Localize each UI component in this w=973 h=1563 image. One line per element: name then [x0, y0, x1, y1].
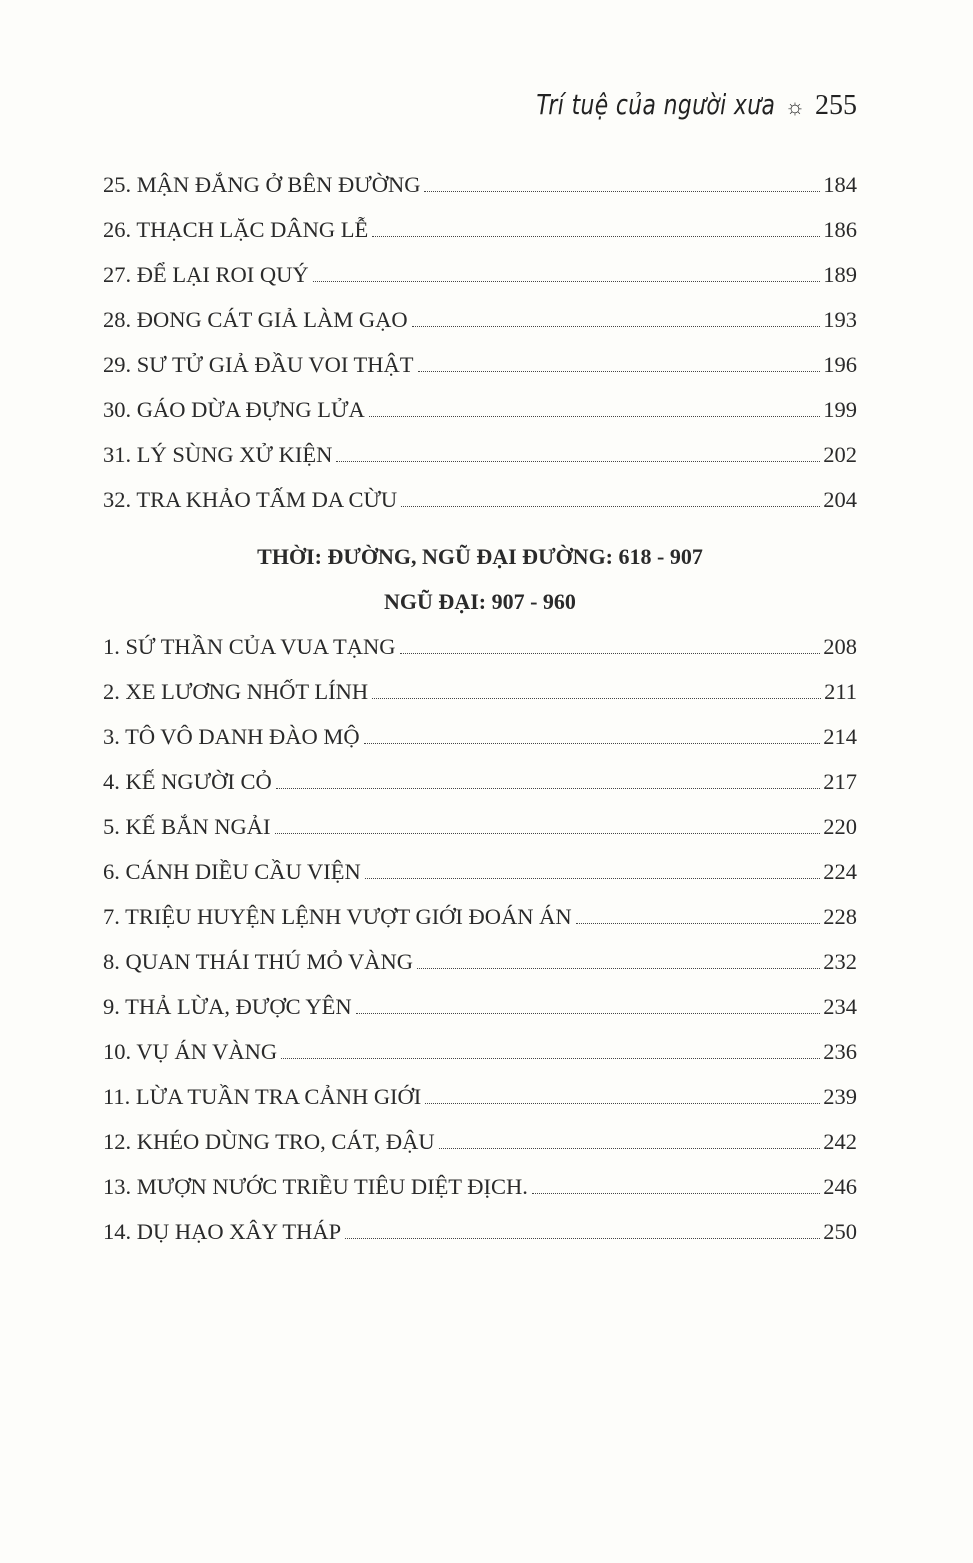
toc-entry — [103, 252, 857, 297]
toc-entry-page: 204 — [823, 487, 857, 512]
toc-entry-title: 4. KẾ NGƯỜI CỎ — [103, 769, 272, 794]
toc-entry-page: 250 — [823, 1219, 857, 1244]
toc-entry-title: 2. XE LƯƠNG NHỐT LÍNH — [103, 679, 369, 704]
dot-leader — [372, 236, 820, 237]
dot-leader — [576, 923, 821, 924]
toc-entry — [103, 624, 857, 669]
toc-entry-title: 30. GÁO DỪA ĐỰNG LỬA — [103, 397, 365, 422]
toc-entry — [103, 669, 857, 714]
toc-entry — [103, 1029, 857, 1074]
toc-entry-page: 214 — [823, 724, 857, 749]
section-heading-era: THỜI: ĐƯỜNG, NGŨ ĐẠI ĐƯỜNG: 618 - 907 — [257, 544, 703, 569]
page-number: 255 — [815, 90, 857, 121]
table-of-contents — [103, 162, 857, 1254]
toc-entry-page: 242 — [823, 1129, 857, 1154]
dot-leader — [439, 1148, 821, 1149]
toc-entry — [103, 894, 857, 939]
toc-entry-title: 7. TRIỆU HUYỆN LỆNH VƯỢT GIỚI ĐOÁN ÁN — [103, 904, 572, 929]
dot-leader — [372, 698, 821, 699]
page-header — [469, 88, 857, 122]
toc-entry-page: 217 — [823, 769, 857, 794]
toc-entry-page: 228 — [823, 904, 857, 929]
spacer — [103, 522, 857, 534]
toc-entry — [103, 714, 857, 759]
toc-entry — [103, 849, 857, 894]
toc-group-2 — [103, 624, 857, 1254]
toc-entry — [103, 477, 857, 522]
toc-entry-page: 196 — [823, 352, 857, 377]
dot-leader — [532, 1193, 820, 1194]
toc-entry — [103, 387, 857, 432]
toc-entry-page: 239 — [823, 1084, 857, 1109]
toc-entry — [103, 1119, 857, 1164]
toc-entry-title: 10. VỤ ÁN VÀNG — [103, 1039, 278, 1064]
toc-entry — [103, 939, 857, 984]
toc-entry-title: 28. ĐONG CÁT GIẢ LÀM GẠO — [103, 307, 408, 332]
dot-leader — [412, 326, 821, 327]
toc-entry-title: 11. LỪA TUẦN TRA CẢNH GIỚI — [103, 1084, 422, 1109]
dot-leader — [417, 968, 820, 969]
toc-entry-page: 224 — [823, 859, 857, 884]
toc-entry-title: 25. MẬN ĐẮNG Ở BÊN ĐƯỜNG — [103, 172, 421, 197]
toc-entry-page: 199 — [823, 397, 857, 422]
dot-leader — [418, 371, 821, 372]
toc-entry-title: 13. MƯỢN NƯỚC TRIỀU TIÊU DIỆT ĐỊCH. — [103, 1174, 528, 1199]
dot-leader — [401, 506, 820, 507]
section-heading-subera: NGŨ ĐẠI: 907 - 960 — [384, 589, 576, 614]
running-title: Trí tuệ của người xưa — [535, 88, 775, 121]
toc-group-1 — [103, 162, 857, 522]
dot-leader — [365, 878, 821, 879]
toc-entry — [103, 984, 857, 1029]
dot-leader — [281, 1058, 820, 1059]
toc-entry-title: 1. SỨ THẦN CỦA VUA TẠNG — [103, 634, 396, 659]
toc-entry-title: 29. SƯ TỬ GIẢ ĐẦU VOI THẬT — [103, 352, 414, 377]
toc-entry — [103, 207, 857, 252]
toc-entry-page: 208 — [823, 634, 857, 659]
toc-entry — [103, 759, 857, 804]
toc-entry — [103, 162, 857, 207]
toc-entry-page: 211 — [824, 679, 857, 704]
sun-icon: ☼ — [784, 94, 805, 119]
toc-entry-page: 220 — [823, 814, 857, 839]
toc-entry — [103, 297, 857, 342]
toc-entry — [103, 1209, 857, 1254]
toc-entry — [103, 804, 857, 849]
toc-entry-page: 193 — [823, 307, 857, 332]
toc-entry-page: 189 — [823, 262, 857, 287]
toc-entry — [103, 1164, 857, 1209]
dot-leader — [369, 416, 821, 417]
toc-entry-page: 202 — [823, 442, 857, 467]
toc-entry-title: 26. THẠCH LẶC DÂNG LỄ — [103, 217, 369, 242]
toc-entry-title: 3. TÔ VÔ DANH ĐÀO MỘ — [103, 724, 360, 749]
dot-leader — [275, 833, 821, 834]
toc-entry-title: 27. ĐỂ LẠI ROI QUÝ — [103, 262, 309, 287]
toc-entry-title: 9. THẢ LỪA, ĐƯỢC YÊN — [103, 994, 352, 1019]
dot-leader — [276, 788, 821, 789]
toc-entry-page: 236 — [823, 1039, 857, 1064]
toc-entry — [103, 1074, 857, 1119]
toc-entry-title: 5. KẾ BẮN NGẢI — [103, 814, 271, 839]
toc-entry-title: 12. KHÉO DÙNG TRO, CÁT, ĐẬU — [103, 1129, 435, 1154]
toc-entry-page: 186 — [823, 217, 857, 242]
toc-entry-page: 234 — [823, 994, 857, 1019]
toc-entry-title: 8. QUAN THÁI THÚ MỎ VÀNG — [103, 949, 414, 974]
dot-leader — [364, 743, 821, 744]
toc-entry-title: 14. DỤ HẠO XÂY THÁP — [103, 1219, 342, 1244]
dot-leader — [424, 191, 820, 192]
dot-leader — [425, 1103, 820, 1104]
toc-entry — [103, 432, 857, 477]
toc-entry-title: 32. TRA KHẢO TẤM DA CỪU — [103, 487, 398, 512]
toc-entry-page: 246 — [823, 1174, 857, 1199]
dot-leader — [400, 653, 821, 654]
toc-entry-title: 31. LÝ SÙNG XỬ KIỆN — [103, 442, 333, 467]
toc-entry-page: 184 — [823, 172, 857, 197]
toc-entry-title: 6. CÁNH DIỀU CẦU VIỆN — [103, 859, 361, 884]
toc-entry — [103, 342, 857, 387]
toc-entry-page: 232 — [823, 949, 857, 974]
dot-leader — [345, 1238, 820, 1239]
dot-leader — [356, 1013, 821, 1014]
dot-leader — [313, 281, 821, 282]
dot-leader — [336, 461, 820, 462]
